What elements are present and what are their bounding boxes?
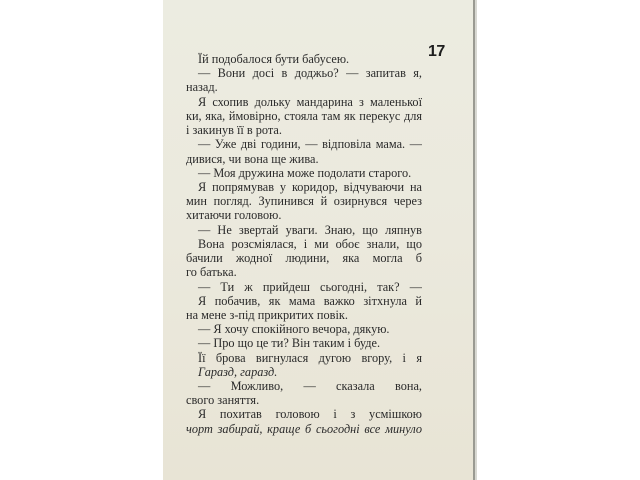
line-text: — Я хочу спокійного вечора, дякую.: [198, 322, 390, 337]
line-text: хитаючи головою.: [186, 208, 282, 223]
line-text: — Уже дві години, — відповіла мама. —: [198, 137, 422, 152]
line-text: Вона розсміялася, і ми обоє знали, що: [198, 236, 422, 251]
text-line: [186, 265, 422, 279]
text-line: [186, 351, 422, 365]
text-line: [186, 280, 422, 294]
text-line: [186, 180, 422, 194]
text-line: [186, 322, 422, 336]
italic-text: Гаразд, гаразд.: [198, 364, 278, 379]
line-text: дивися, чи вона ще жива.: [186, 151, 319, 166]
line-text: — Можливо, — сказала вона,: [198, 379, 422, 394]
line-text: Я попрямував у коридор, відчуваючи на: [198, 179, 422, 194]
line-text: — Не звертай уваги. Знаю, що ляпнув: [198, 222, 422, 237]
line-text: бачили жодної людини, яка могла б: [186, 251, 422, 266]
text-line: [186, 365, 422, 379]
text-line: [186, 152, 422, 166]
text-line: [186, 137, 422, 151]
line-text: мин погляд. Зупинився й озирнувся через: [186, 194, 422, 209]
page-number: 17: [428, 43, 445, 60]
text-line: [186, 223, 422, 237]
line-text: на мене з-під прикритих повік.: [186, 307, 348, 322]
text-line: [186, 208, 422, 222]
body-text: [186, 52, 422, 436]
text-line: [186, 123, 422, 137]
text-line: [186, 95, 422, 109]
line-text: і закинув її в рота.: [186, 123, 282, 138]
line-text: го батька.: [186, 265, 237, 280]
line-text: Я побачив, як мама важко зітхнула й: [198, 293, 422, 308]
text-line: [186, 393, 422, 407]
text-line: [186, 66, 422, 80]
line-text: Їй подобалося бути бабусею.: [198, 52, 350, 66]
text-line: [186, 308, 422, 322]
text-line: [186, 379, 422, 393]
text-line: [186, 251, 422, 265]
line-text: — Моя дружина може подолати старого.: [198, 165, 412, 180]
text-line: [186, 109, 422, 123]
text-line: [186, 237, 422, 251]
line-text: — Ти ж прийдеш сьогодні, так? —: [198, 279, 422, 294]
text-line: [186, 80, 422, 94]
line-text: Її брова вигнулася дугою вгору, і я: [198, 350, 422, 365]
line-text: Я похитав головою і з усмішкою: [198, 407, 422, 422]
line-text: назад.: [186, 80, 218, 95]
line-text: — Про що це ти? Він таким і буде.: [198, 336, 381, 351]
text-line: [186, 407, 422, 421]
line-text: свого заняття.: [186, 393, 260, 408]
text-line: [186, 166, 422, 180]
text-line: [186, 194, 422, 208]
text-line: [186, 336, 422, 350]
italic-text: чорт забирай, краще б сьогодні все минуло: [186, 421, 422, 436]
text-line: [186, 422, 422, 436]
text-line: [186, 294, 422, 308]
line-text: ки, яка, ймовірно, стояла там як перекус для: [186, 108, 422, 123]
line-text: — Вони досі в доджьо? — запитав я,: [198, 66, 422, 81]
page-edge-highlight: [475, 0, 477, 480]
line-text: Я схопив дольку мандарина з маленької: [198, 94, 422, 109]
text-line: [186, 52, 422, 66]
